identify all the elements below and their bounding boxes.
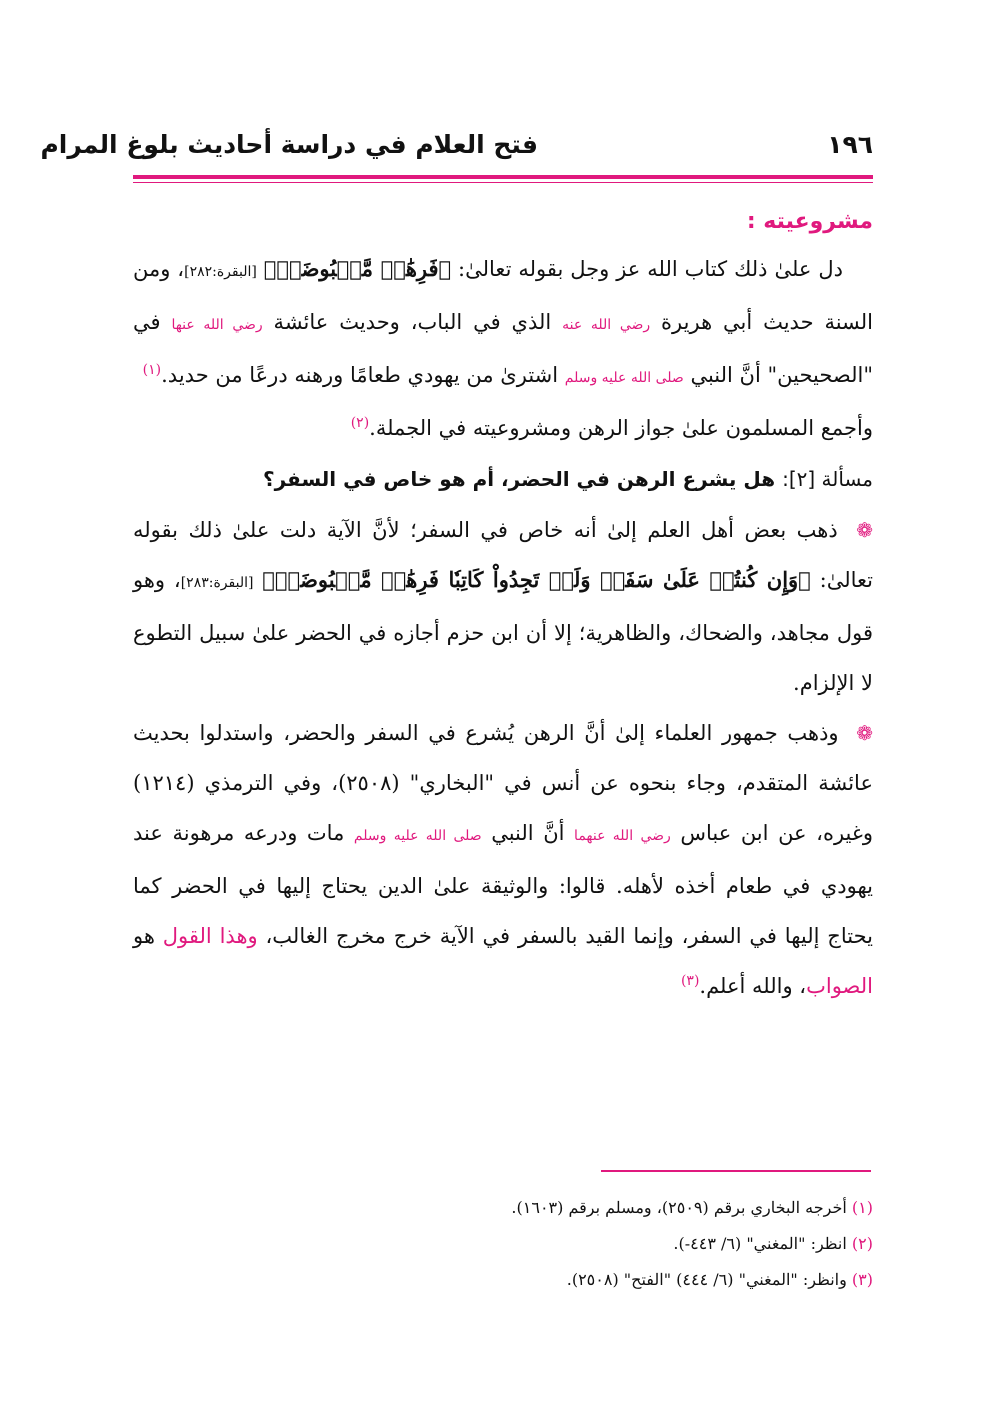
text-span: الذي في الباب، وحديث عائشة [262, 310, 563, 334]
surah-reference: [البقرة:٢٨٣] [180, 575, 254, 591]
footnote-number: (٣) [851, 1270, 873, 1289]
quran-verse: ﴿فَرِهَٰنٞ مَّقۡبُوضَةٞ﴾ [263, 256, 452, 281]
footnote-text: أخرجه البخاري برقم (٢٥٠٩)، ومسلم برقم (١٦٠٣). [511, 1198, 852, 1217]
footnote-ref-1[interactable]: (١) [142, 362, 162, 378]
footnotes [133, 1190, 873, 1298]
text-span: ذهب بعض أهل العلم إلىٰ أنه خاص في السفر؛ لأنَّ الآية دلت علىٰ ذلك بقوله تعالىٰ: [133, 518, 873, 592]
footnote-3 [133, 1262, 873, 1298]
question-heading [133, 453, 873, 505]
quran-verse: ﴿وَإِن كُنتُمۡ عَلَىٰ سَفَرٖ وَلَمۡ تَجِدُواْ كَاتِبٗا فَرِهَٰنٞ مَّقۡبُوضَةٞ﴾ [262, 567, 811, 592]
text-span: وأجمع المسلمون علىٰ جواز الرهن ومشروعيته في الجملة. [369, 416, 873, 440]
honorific-radiallahu-anha: رضي الله عنها [171, 317, 263, 333]
highlight-correct: الصواب [806, 974, 873, 998]
main-text [133, 200, 873, 1011]
text-span: ، وهو قول مجاهد، والضحاك، والظاهرية؛ إلا أن ابن حزم أجازه في الحضر علىٰ سبيل التطوع لا الإلزام. [133, 568, 873, 695]
surah-reference: [البقرة:٢٨٢] [184, 264, 257, 280]
text-span: وذهب جمهور العلماء إلىٰ أنَّ الرهن يُشرع في السفر والحضر، واستدلوا بحديث عائشة المتقدم، وجاء بنحوه عن أنس في "البخاري" (٢٥٠٨)، وفي الترمذي (١٢١٤) وغيره، عن ابن عباس [133, 721, 873, 845]
footnote-text: وانظر: "المغني" (٦/ ٤٤٤) "الفتح" (٢٥٠٨). [566, 1270, 852, 1289]
honorific-salawat: صلى الله عليه وسلم [353, 828, 482, 844]
header-rule-thick [133, 175, 873, 179]
honorific-salawat: صلى الله عليه وسلم [564, 370, 684, 386]
footnote-separator [601, 1170, 871, 1172]
footnote-1 [133, 1190, 873, 1226]
opinion-1 [133, 505, 873, 708]
page-number: ١٩٦ [827, 130, 873, 159]
footnote-ref-3[interactable]: (٣) [680, 973, 700, 989]
text-span: أنَّ النبي [481, 821, 575, 845]
honorific-radiallahu-anhuma: رضي الله عنهما [574, 828, 671, 844]
highlight-this-opinion: وهذا القول [162, 924, 258, 948]
book-title: فتح العلام في دراسة أحاديث بلوغ المرام [40, 130, 538, 159]
footnote-ref-2[interactable]: (٢) [350, 415, 370, 431]
footnote-2 [133, 1226, 873, 1262]
question-text: هل يشرع الرهن في الحضر، أم هو خاص في السفر؟ [263, 467, 783, 491]
footnote-number: (٢) [851, 1234, 873, 1253]
section-heading: مشروعيته : [746, 209, 873, 234]
text-span: اشترىٰ من يهودي طعامًا ورهنه درعًا من حديد. [161, 363, 565, 387]
text-span: ، والله أعلم. [699, 974, 807, 998]
text-span: مات ودرعه مرهونة عند يهودي في طعام أخذه لأهله. قالوا: والوثيقة علىٰ الدين يحتاج إليها في الحضر كما يحتاج إليها في السفر، وإنما القيد بالسفر في الآية خرج مخرج الغالب، [133, 821, 873, 948]
text-span: دل علىٰ ذلك كتاب الله عز وجل بقوله تعالىٰ: [451, 257, 843, 281]
header-rule-thin [133, 182, 873, 183]
paragraph-consensus [133, 403, 873, 453]
footnote-text: انظر: "المغني" (٦/ ٤٤٣-). [673, 1234, 852, 1253]
honorific-radiallahu-anhu: رضي الله عنه [562, 317, 651, 333]
opinion-2 [133, 708, 873, 1011]
text-span: ، ومن السنة حديث أبي هريرة [133, 257, 874, 334]
footnote-number: (١) [851, 1198, 873, 1217]
question-label: مسألة [٢]: [782, 467, 873, 491]
text-span: في "الصحيحين" أنَّ النبي [133, 310, 873, 387]
page-header [40, 122, 873, 168]
text-span: هو [133, 924, 163, 948]
flower-bullet-icon: ❁ [856, 518, 873, 542]
paragraph-legitimacy [133, 244, 873, 403]
flower-bullet-icon: ❁ [856, 721, 873, 745]
